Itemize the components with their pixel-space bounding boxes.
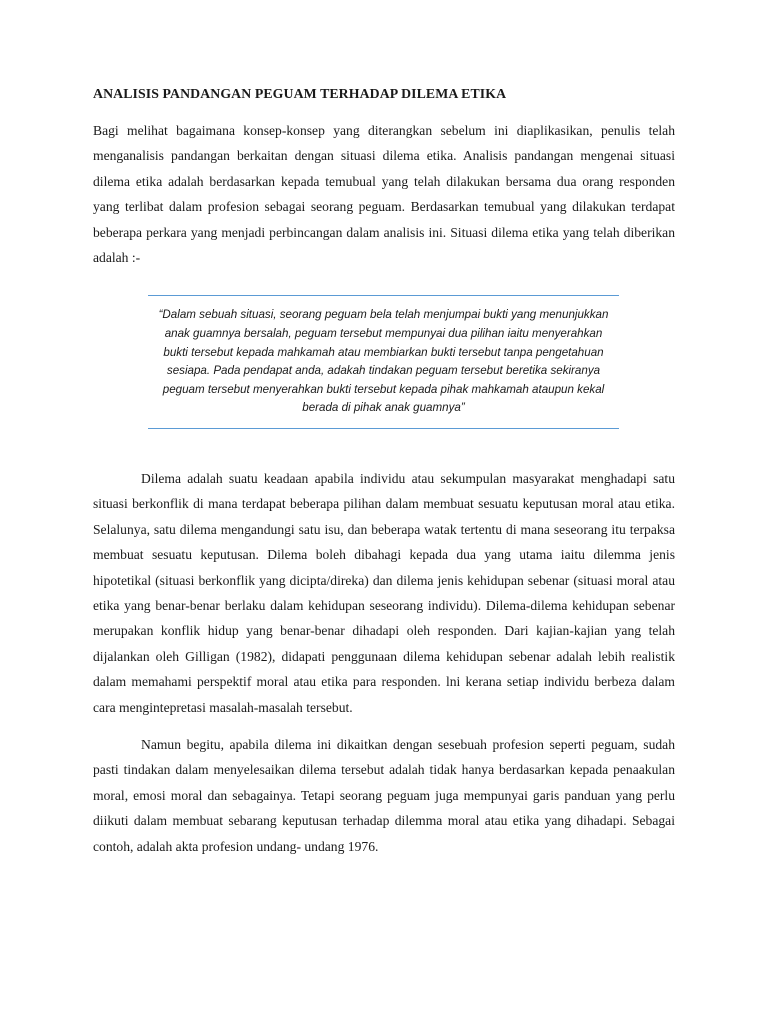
body-paragraph-namun: Namun begitu, apabila dilema ini dikaitkan dengan sesebuah profesion seperti peguam, sudah pasti tindakan dalam menyelesaikan dilema tersebut adalah tidak hanya berdasarkan kepada penaakulan moral, emosi moral dan sebagainya. Tetapi seorang peguam juga mempunyai garis panduan yang perlu diikuti dalam membuat sebarang keputusan terhadap dilemma moral atau etika yang dihadapi. Sebagai contoh, adalah akta profesion undang- undang 1976. — [93, 737, 675, 854]
document-title: ANALISIS PANDANGAN PEGUAM TERHADAP DILEMA ETIKA — [93, 86, 507, 101]
intro-paragraph: Bagi melihat bagaimana konsep-konsep yang diterangkan sebelum ini diaplikasikan, penulis telah menganalisis pandangan berkaitan dengan situasi dilema etika. Analisis pandangan mengenai situasi dilema etika adalah berdasarkan kepada temubual yang telah dilakukan bersama dua orang responden yang terlibat dalam profesion sebagai seorang peguam. Berdasarkan temubual yang dilakukan terdapat beberapa perkara yang menjadi perbincangan dalam analisis ini. Situasi dilema etika yang telah diberikan adalah :- — [93, 123, 675, 266]
quote-box — [148, 295, 619, 429]
quote-text: “Dalam sebuah situasi, seorang peguam bela telah menjumpai bukti yang menunjukkan anak guamnya bersalah, peguam tersebut mempunyai dua pilihan iaitu menyerahkan bukti tersebut kepada mahkamah atau membiarkan bukti tersebut tanpa pengetahuan sesiapa. Pada pendapat anda, adakah tindakan peguam tersebut beretika sekiranya peguam tersebut menyerahkan bukti tersebut kepada pihak mahkamah ataupun kekal berada di pihak anak guamnya” — [158, 308, 609, 415]
body-paragraph-dilema: Dilema adalah suatu keadaan apabila individu atau sekumpulan masyarakat menghadapi satu situasi berkonflik di mana terdapat beberapa pilihan dalam membuat sesuatu keputusan moral atau etika. Selalunya, satu dilema mengandungi satu isu, dan beberapa watak tertentu di mana seseorang itu terpaksa membuat sesuatu keputusan. Dilema boleh dibahagi kepada dua yang utama iaitu dilemma jenis hipotetikal (situasi berkonflik yang dicipta/direka) dan dilema jenis kehidupan sebenar (situasi moral atau etika yang benar-benar berlaku dalam kehidupan seseorang individu). Dilema-dilema kehidupan sebenar merupakan konflik hidup yang benar-benar dihadapi oleh responden. Dari kajian-kajian yang telah dijalankan oleh Gilligan (1982), didapati penggunaan dilema kehidupan sebenar adalah lebih realistik dalam memahami perspektif moral atau etika para responden. lni kerana setiap individu berbeza dalam cara mengintepretasi masalah-masalah tersebut. — [93, 471, 675, 715]
document-page — [93, 84, 675, 859]
